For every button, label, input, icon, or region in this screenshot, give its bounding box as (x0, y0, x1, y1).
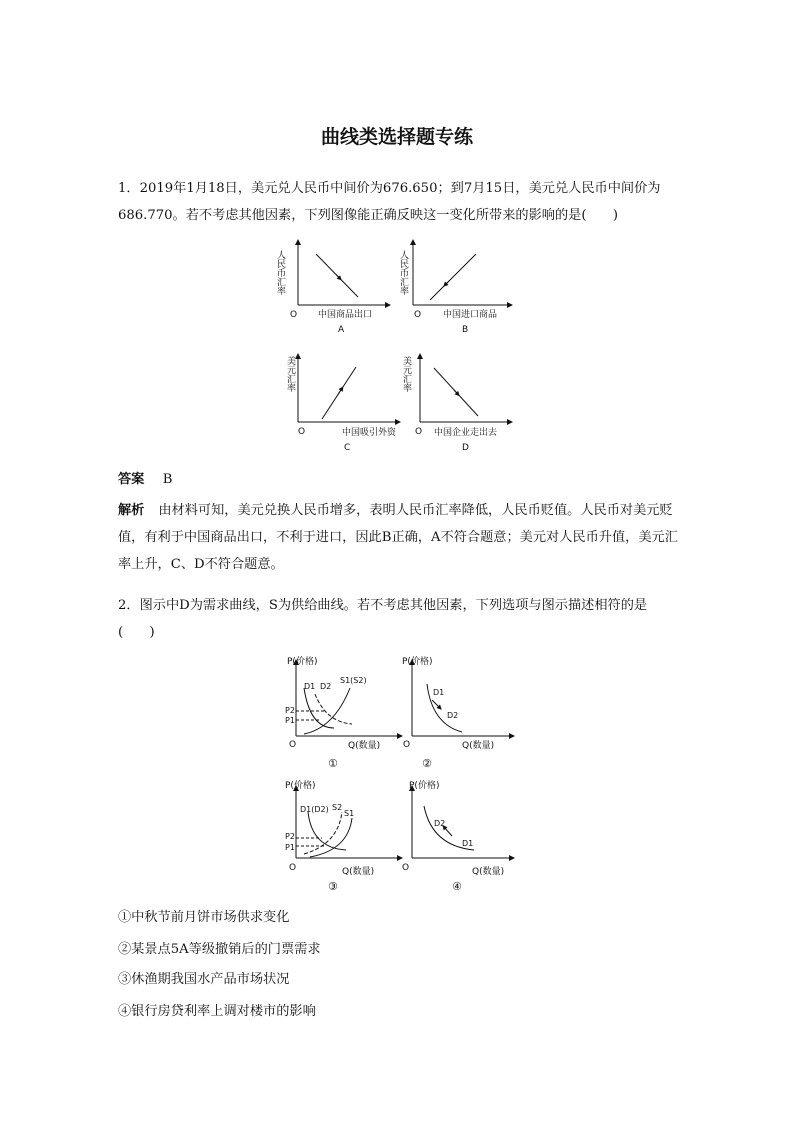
graph-2 (402, 655, 514, 770)
graph-b (398, 240, 512, 335)
q1-graphs (275, 238, 520, 460)
graph-1-d1: D1 (304, 682, 316, 691)
option-3: ③休渔期我国水产品市场状况 (118, 972, 290, 987)
graph-1-p2: P2 (285, 706, 295, 715)
graph-1-y-label: P(价格) (287, 657, 318, 667)
question-1-text: 1．2019年1月18日，美元兑人民币中间价为676.650；到7月15日，美元兑人民币中间价为686.770。若不考虑其他因素，下列图像能正确反映这一变化所带来的影响的是( ) (118, 181, 661, 223)
answer-label: 答案 (118, 472, 145, 487)
analysis (118, 497, 678, 578)
option-4: ④银行房贷利率上调对楼市的影响 (118, 1004, 316, 1019)
graph-a-origin: O (290, 310, 298, 320)
graph-1-p1: P1 (285, 716, 295, 725)
graph-3-num: ③ (328, 880, 338, 893)
graph-c-letter: C (344, 443, 351, 453)
analysis-label: 解析 (118, 503, 145, 518)
graph-3-p2: P2 (285, 832, 295, 841)
graph-d-origin: O (415, 427, 423, 437)
page-title: 曲线类选择题专练 (320, 126, 473, 148)
graph-c-origin: O (298, 427, 306, 437)
question-2-text: 2．图示中D为需求曲线，S为供给曲线。若不考虑其他因素，下列选项与图示描述相符的是( ) (118, 598, 648, 640)
graph-b-x-label: 中国进口商品 (443, 310, 498, 320)
graph-c-x-label: 中国吸引外资 (342, 428, 397, 438)
graph-3-y-label: P(价格) (285, 781, 316, 791)
graph-2-y-label: P(价格) (402, 657, 433, 667)
graph-3-d: D1(D2) (300, 805, 329, 814)
graph-b-y-label: 人民币汇率 (398, 250, 408, 295)
analysis-text: 由材料可知，美元兑换人民币增多，表明人民币汇率降低，人民币贬值。人民币对美元贬值，有利于中国商品出口，不利于进口，因此B正确，A不符合题意；美元对人民币升值，美元汇率上升，C、D不符合题意。 (118, 503, 678, 572)
option-2: ②某景点5A等级撤销后的门票需求 (118, 942, 321, 957)
graph-4-y-label: P(价格) (409, 781, 440, 791)
answer-value: B (162, 472, 173, 487)
graph-4-x-label: Q(数量) (472, 867, 505, 877)
graph-2-x-label: Q(数量) (462, 741, 495, 751)
graph-b-origin: O (414, 310, 422, 320)
graph-2-d2: D2 (447, 711, 459, 720)
graph-1-num: ① (328, 757, 338, 770)
graph-1-x-label: Q(数量) (348, 741, 381, 751)
graph-b-letter: B (462, 325, 469, 335)
graph-a (275, 240, 390, 335)
graph-a-y-label: 人民币汇率 (275, 250, 285, 295)
graph-c (285, 354, 400, 453)
graph-1-s: S1(S2) (340, 676, 367, 685)
graph-4-d2: D2 (434, 819, 446, 828)
graph-3-x-label: Q(数量) (342, 867, 375, 877)
graph-4-origin: O (402, 863, 410, 873)
graph-d-y-label: 美元汇率 (401, 356, 411, 392)
graph-d (401, 354, 512, 453)
option-1: ①中秋节前月饼市场供求变化 (118, 910, 290, 925)
graph-c-y-label: 美元汇率 (285, 356, 295, 392)
graph-4 (402, 779, 514, 893)
graph-1 (285, 655, 402, 770)
graph-4-num: ④ (452, 880, 462, 893)
graph-4-d1: D1 (462, 839, 474, 848)
graph-2-num: ② (422, 757, 432, 770)
graph-3-s1: S1 (344, 809, 355, 818)
graph-3-s2: S2 (332, 803, 343, 812)
graph-a-letter: A (338, 325, 345, 335)
graph-3 (285, 779, 402, 893)
graph-3-p1: P1 (285, 843, 295, 852)
graph-1-d2: D2 (320, 682, 332, 691)
answer-line (118, 466, 678, 493)
graph-3-origin: O (289, 863, 297, 873)
graph-d-x-label: 中国企业走出去 (434, 428, 498, 438)
graph-d-letter: D (462, 443, 469, 453)
graph-1-origin: O (289, 740, 297, 750)
q2-graphs (282, 654, 522, 894)
graph-2-d1: D1 (433, 688, 445, 697)
graph-a-x-label: 中国商品出口 (318, 310, 373, 320)
graph-2-origin: O (403, 740, 411, 750)
